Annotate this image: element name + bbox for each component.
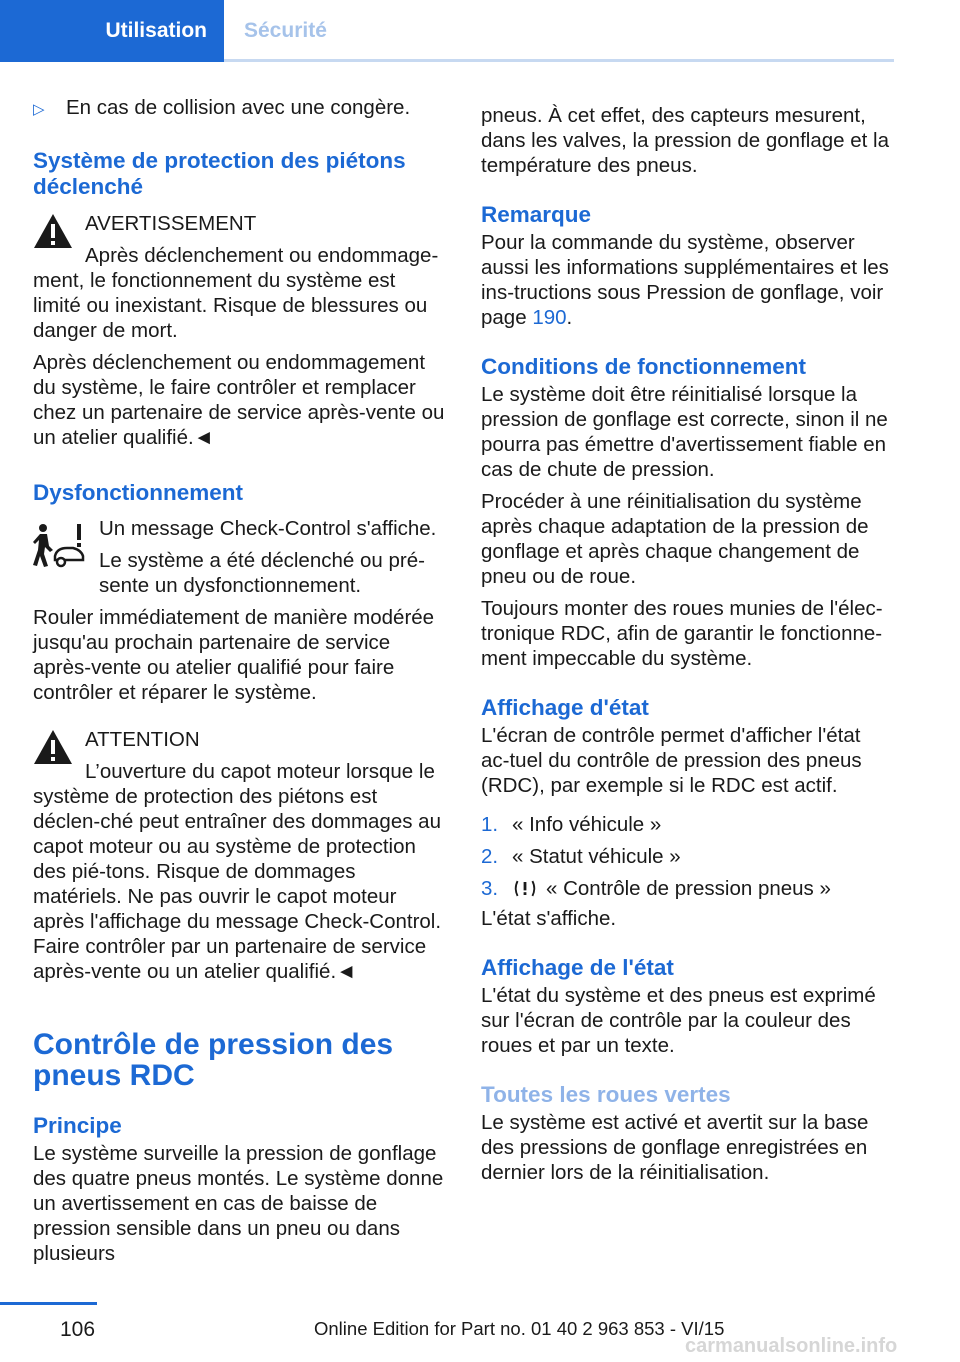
- warning-first-line: Après déclenchement ou endommage-: [85, 244, 439, 267]
- heading-remarque: Remarque: [481, 202, 592, 227]
- step-text: « Info véhicule »: [512, 812, 662, 836]
- dys-paragraph: Rouler immédiatement de manière modérée jusqu'au prochain partenaire de service après-vente ou atelier qualifié pour faire contrôler et réparer le système.: [33, 606, 435, 704]
- warning-block-2: [33, 727, 448, 984]
- paragraph-apres-declenchement: Après déclenchement ou endommagement du système, le faire contrôler et remplacer chez un partenaire de service après-vente ou un atelier qualifié.◄: [33, 351, 445, 449]
- conditions-p1: Le système doit être réinitialisé lorsque la pression de gonflage est correcte, sinon il ne pourra pas émettre d'avertissement fiable en cas de chute de pression.: [481, 383, 888, 481]
- step-text: « Contrôle de pression pneus »: [546, 876, 831, 900]
- tire-pressure-icon: [512, 878, 538, 899]
- heading-affichage-de-letat: Affichage de l'état: [481, 955, 674, 980]
- heading-controle-pression: Contrôle de pression des pneus RDC: [33, 1028, 394, 1092]
- warning-text: ment, le fonctionnement du système est limité ou inexistant. Risque de blessures ou danger de mort.: [33, 269, 428, 342]
- conditions-p2: Procéder à une réinitialisation du système après chaque adaptation de la pression de gonflage et après chaque changement de pneu ou de roue.: [481, 490, 869, 588]
- principe-text: Le système surveille la pression de gonflage des quatre pneus montés. Le système donne un avertissement en cas de baisse de pression sensible dans un pneu ou dans plusieurs: [33, 1142, 444, 1265]
- remarque-body: Pour la commande du système, observer aussi les informations supplémentaires et les ins-tructions sous Pression de gonflage, voir page: [481, 231, 889, 329]
- list-item: [481, 840, 894, 872]
- toutes-paragraph: Le système est activé et avertit sur la base des pressions de gonflage enregistrées en dernier lors de la réinitialisation.: [481, 1111, 869, 1184]
- step-number: 2.: [481, 844, 499, 868]
- heading-systeme-protection: Système de protection des piétons déclenché: [33, 148, 406, 199]
- heading-toutes-roues-vertes: Toutes les roues vertes: [481, 1082, 731, 1107]
- affichage-de-paragraph: L'état du système et des pneus est exprimé sur l'écran de contrôle par la couleur des roues et par un texte.: [481, 984, 876, 1057]
- steps-list: [481, 808, 894, 904]
- tab-utilisation[interactable]: Utilisation: [0, 0, 224, 62]
- header-divider: [224, 59, 894, 62]
- page-link-190[interactable]: 190: [532, 306, 567, 329]
- edition-text: Online Edition for Part no. 01 40 2 963 853 - VI/15: [314, 1318, 725, 1339]
- list-item: [481, 872, 894, 904]
- warning-text: système de protection des piétons est déclen-ché peut entraîner des dommages au capot moteur ou au système de protection des pié-tons. Risque de dommages matériels. Ne pas ouvrir le capot moteur après l'affichage du message Check-Control. Faire contrôler par un partenaire de service après-vente ou un atelier qualifié.◄: [33, 785, 442, 983]
- remarque-text: [481, 230, 894, 330]
- page-number: 106: [60, 1318, 96, 1341]
- continued-paragraph: pneus. À cet effet, des capteurs mesurent, dans les valves, la pression de gonflage et la température des pneus.: [481, 104, 889, 177]
- conditions-p3: Toujours monter des roues munies de l'élec-tronique RDC, afin de garantir le fonctionne-ment impeccable du système.: [481, 597, 883, 670]
- etat-affiche: L'état s'affiche.: [481, 907, 617, 930]
- warning-title: ATTENTION: [85, 728, 200, 751]
- left-column: [33, 92, 448, 1266]
- step-text: « Statut véhicule »: [512, 844, 681, 868]
- step-number: 1.: [481, 812, 499, 836]
- step-number: 3.: [481, 876, 499, 900]
- right-column: [481, 103, 894, 1185]
- header-bar: [0, 0, 894, 62]
- bullet-item: [33, 95, 448, 122]
- heading-dysfonctionnement: Dysfonctionnement: [33, 480, 244, 505]
- heading-affichage-etat: Affichage d'état: [481, 695, 649, 720]
- remarque-period: .: [566, 306, 573, 329]
- warning-title: AVERTISSEMENT: [85, 212, 257, 235]
- dys-block: [33, 516, 448, 598]
- list-item: [481, 808, 894, 840]
- footer-accent-line: [0, 1302, 97, 1305]
- pedestrian-protection-icon: [33, 520, 85, 572]
- dys-line-1: Un message Check-Control s'affiche.: [99, 517, 437, 540]
- dys-line-2: Le système a été déclenché ou pré- sente un dysfonctionnement.: [99, 549, 425, 597]
- tab-securite[interactable]: Sécurité: [244, 19, 327, 42]
- warning-triangle-icon: [33, 213, 73, 249]
- warning-triangle-icon: [33, 729, 73, 765]
- heading-principe: Principe: [33, 1113, 122, 1138]
- warning-block-1: [33, 211, 448, 343]
- heading-conditions: Conditions de fonctionnement: [481, 354, 806, 379]
- triangle-bullet-icon: ▷: [33, 101, 45, 118]
- warning-first-line: L’ouverture du capot moteur lorsque le: [85, 760, 435, 783]
- bullet-text: En cas de collision avec une congère.: [66, 96, 411, 119]
- affichage-paragraph: L'écran de contrôle permet d'afficher l'état ac-tuel du contrôle de pression des pneus (RDC), par exemple si le RDC est actif.: [481, 724, 862, 797]
- watermark: carmanualsonline.info: [685, 1335, 898, 1357]
